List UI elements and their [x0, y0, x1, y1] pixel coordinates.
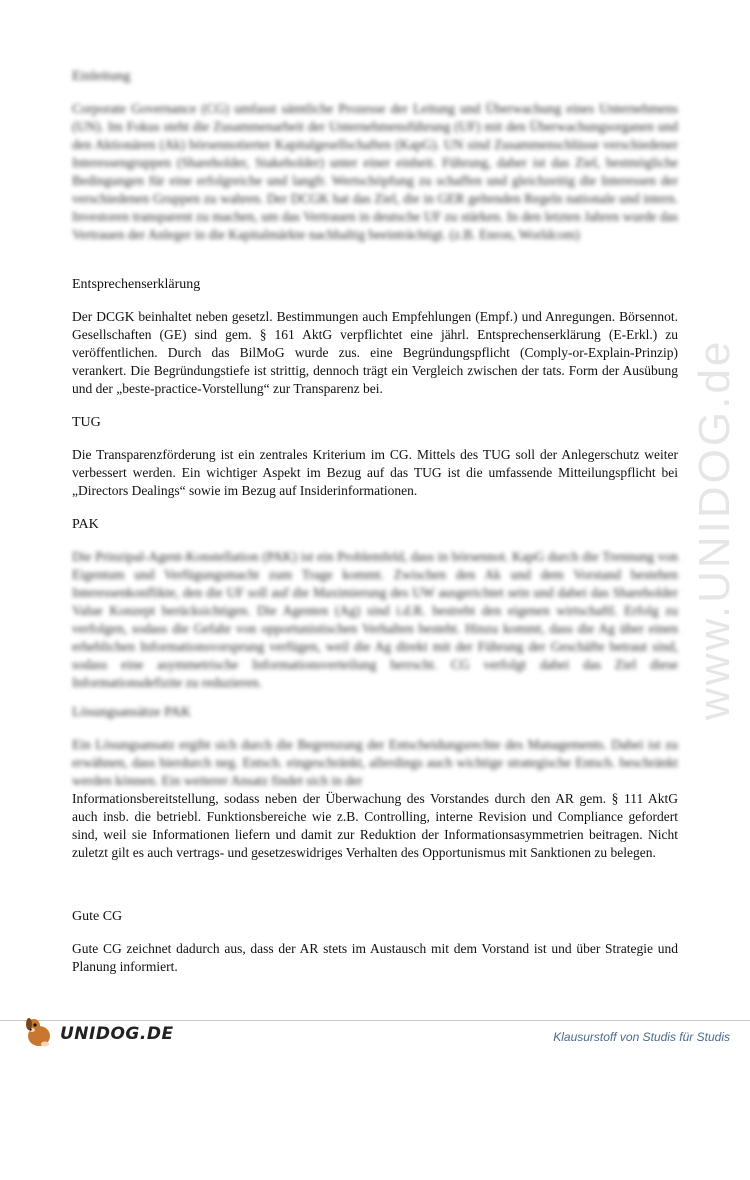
watermark: [690, 338, 750, 1180]
section-pak: [72, 516, 678, 692]
heading-entsprechenserklaerung: Entsprechenserklärung: [72, 277, 201, 292]
section-entsprechenserklaerung: [72, 276, 678, 398]
paragraph-loesungsansaetze-clear: Informationsbereitstellung, sodass neben der Überwachung des Vorstandes durch den AR gem. § 111 AktG auch insb. die betriebl. Funktionsbereiche wie z.B. Controlling, interne Revision und Compliance gefordert sind, weil sie Informationen liefern und damit zur Reduktion der Informationsasymmetrien beitragen. Nicht zuletzt gilt es auch vertrags- und gesetzeswidriges Verhalten des Opportunismus mit Sanktionen zu belegen.: [72, 791, 678, 860]
heading-loesungsansaetze: Lösungsansätze PAK: [72, 705, 191, 720]
paragraph-gute-cg: Gute CG zeichnet dadurch aus, dass der AR stets im Austausch mit dem Vorstand ist und über Strategie und Planung informiert.: [72, 941, 678, 974]
heading-gute-cg: Gute CG: [72, 909, 123, 924]
section-tug: [72, 414, 678, 500]
dog-icon: [22, 1016, 56, 1053]
unidog-logo[interactable]: [22, 1018, 174, 1050]
logo-text: UNIDOG.DE: [60, 1024, 174, 1044]
paragraph-loesungsansaetze-blurred: Ein Lösungsansatz ergibt sich durch die Begrenzung der Entscheidungsrechte des Managements. Dabei ist zu erwähnen, dass hierdurch neg. Entsch. eingeschränkt, allerdings auch wichtige strategische Entsch. beschränkt werden können. Ein weiterer Ansatz findet sich in der: [72, 737, 678, 788]
paragraph-einleitung: Corporate Governance (CG) umfasst sämtliche Prozesse der Leitung und Überwachung eines Unternehmens (UN). Im Fokus steht die Zusammenarbeit der Unternehmensführung (UF) mit den Überwachungsorganen und den Aktionären (Ak) börsennotierter Kapitalgesellschaften (KapG). UN sind Zusammenschlüsse verschiedener Interessengruppen (Shareholder, Stakeholder) unter einer einheit. Führung, daher ist das Ziel, bestmögliche Bedingungen für eine erfolgreiche und langfr. Wertschöpfung zu schaffen und gleichzeitig die Interessen der verschiedenen Gruppen zu wahren. Der DCGK hat das Ziel, die in GER geltenden Regeln nationale und intern. Investoren transparent zu machen, um das Vertrauen in deutsche UF zu stärken. In den letzten Jahren wurde das Vertrauen der Anleger in die Kapitalmärkte nachhaltig beeinträchtigt. (z.B. Enron, Worldcom): [72, 101, 678, 242]
section-loesungsansaetze: [72, 704, 678, 862]
section-einleitung: [72, 68, 678, 244]
section-gute-cg: [72, 908, 678, 976]
watermark-text: www.UNIDOG.de: [690, 338, 739, 720]
footer-tagline: Klausurstoff von Studis für Studis: [553, 1030, 730, 1044]
paragraph-tug: Die Transparenzförderung ist ein zentrales Kriterium im CG. Mittels des TUG soll der Anlegerschutz weiter verbessert werden. Ein wichtiger Aspekt im Bezug auf das TUG ist die umfassende Mitteilungspflicht bei „Directors Dealings“ sowie im Bezug auf Insiderinformationen.: [72, 447, 678, 498]
paragraph-pak: Die Prinzipal-Agent-Konstellation (PAK) ist ein Problemfeld, dass in börsennot. KapG durch die Trennung von Eigentum und Verfügungsmacht zum Trage kommt. Zwischen den Ak und dem Vorstand bestehen Interessenkonflikte, den die UF soll auf die Maximierung des UW ausgerichtet sein und dabei das Shareholder Value Konzept berücksichtigen. Die Agenten (Ag) sind i.d.R. bestrebt den eigenen wirtschaftl. Erfolg zu verfolgen, sodass die Gefahr von opportunistischen Verhalten besteht. Hinzu kommt, dass die Ag über einen erheblichen Informationsvorsprung verfügen, weil die Ag direkt mit der Führung der Geschäfte betraut sind, sodass eine asymmetrische Informationsverteilung herrscht. CG verfolgt dabei das Ziel diese Informationsdefizite zu reduzieren.: [72, 549, 678, 690]
paragraph-entsprechenserklaerung: Der DCGK beinhaltet neben gesetzl. Bestimmungen auch Empfehlungen (Empf.) und Anregungen. Börsennot. Gesellschaften (GE) sind gem. § 161 AktG verpflichtet eine jährl. Entsprechenserklärung (E-Erkl.) zu veröffentlichen. Durch das BilMoG wurde zus. eine Begründungspflicht (Comply-or-Explain-Prinzip) verankert. Die Begründungstiefe ist strittig, dennoch trägt ein Vergleich zwischen der tats. Form der Ausübung und der „beste-practice-Vorstellung“ zur Transparenz bei.: [72, 309, 678, 396]
heading-tug: TUG: [72, 415, 101, 430]
heading-pak: PAK: [72, 517, 99, 532]
heading-einleitung: Einleitung: [72, 69, 131, 84]
